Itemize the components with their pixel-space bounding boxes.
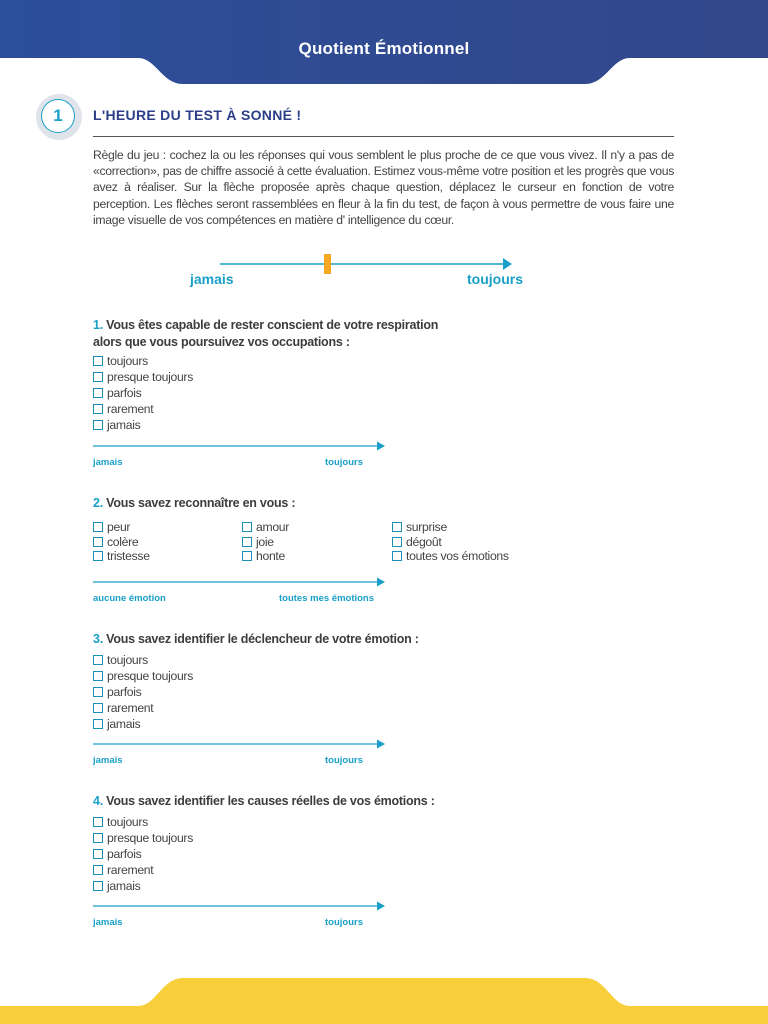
question-4-scale-arrow[interactable]	[93, 899, 388, 913]
option-label: amour	[256, 520, 290, 535]
question-1-scale-left-label: jamais	[93, 457, 123, 468]
option-checkbox[interactable]	[392, 549, 509, 564]
option-checkbox[interactable]	[242, 535, 289, 550]
checkbox[interactable]	[93, 372, 103, 382]
checkbox[interactable]	[242, 522, 252, 532]
question-4-title	[93, 793, 435, 810]
question-2-scale-arrow[interactable]	[93, 575, 388, 589]
section-divider	[93, 136, 674, 137]
question-text: Vous êtes capable de rester conscient de votre respiration	[106, 318, 439, 332]
question-3-scale-left-label: jamais	[93, 755, 123, 766]
option-label: rarement	[107, 402, 154, 416]
question-3-title	[93, 631, 419, 648]
header-title: Quotient Émotionnel	[298, 39, 470, 58]
option-checkbox[interactable]	[392, 520, 509, 535]
question-2-scale-left-label: aucune émotion	[93, 593, 166, 604]
option-checkbox[interactable]	[93, 846, 193, 862]
option-checkbox[interactable]	[93, 417, 193, 433]
option-checkbox[interactable]	[93, 549, 150, 564]
option-label: parfois	[107, 386, 142, 400]
option-label: colère	[107, 534, 139, 549]
question-number: 4.	[93, 794, 103, 808]
footer-banner	[0, 970, 768, 1024]
question-1-scale-right-label: toujours	[325, 457, 363, 468]
option-label: peur	[107, 520, 131, 535]
question-number: 2.	[93, 496, 103, 510]
question-4-scale-right-label: toujours	[325, 917, 363, 928]
question-1-scale-arrow[interactable]	[93, 439, 388, 453]
checkbox[interactable]	[93, 522, 103, 532]
option-checkbox[interactable]	[242, 520, 289, 535]
option-checkbox[interactable]	[93, 353, 193, 369]
question-3-options	[93, 652, 193, 732]
checkbox[interactable]	[93, 687, 103, 697]
option-checkbox[interactable]	[93, 830, 193, 846]
option-checkbox[interactable]	[93, 385, 193, 401]
option-label: toujours	[107, 653, 148, 667]
section-title: L'HEURE DU TEST À SONNÉ !	[93, 107, 302, 123]
option-label: presque toujours	[107, 370, 193, 384]
checkbox[interactable]	[392, 522, 402, 532]
option-label: joie	[256, 534, 274, 549]
intro-paragraph: Règle du jeu : cochez la ou les réponses qui vous semblent le plus proche de ce que vous vivez. Il n'y a pas de «correction», pas de chiffre associé à cette évaluation. Estimez vous-même votre position et les progrès que vous avez à réaliser. Sur la flèche proposée après chaque question, déplacez le curseur en fonction de votre perception. Les flèches seront rassemblées en fleur à la fin du test, de façon à vous permettre de vous faire une image visuelle de vos compétences en matière d' intelligence du cœur.	[93, 148, 674, 227]
example-scale-left-label: jamais	[190, 271, 234, 287]
option-label: toutes vos émotions	[406, 549, 509, 564]
option-checkbox[interactable]	[93, 716, 193, 732]
question-1-options	[93, 353, 193, 433]
checkbox[interactable]	[93, 420, 103, 430]
question-2-scale-right-label: toutes mes émotions	[279, 593, 375, 604]
checkbox[interactable]	[392, 537, 402, 547]
option-label: rarement	[107, 701, 154, 715]
question-number: 1.	[93, 318, 103, 332]
checkbox[interactable]	[93, 404, 103, 414]
checkbox[interactable]	[93, 537, 103, 547]
option-label: parfois	[107, 685, 142, 699]
question-number: 3.	[93, 632, 103, 646]
question-3-scale-right-label: toujours	[325, 755, 363, 766]
option-label: dégoût	[406, 534, 442, 549]
option-label: jamais	[107, 879, 141, 893]
option-checkbox[interactable]	[93, 862, 193, 878]
question-text: Vous savez reconnaître en vous :	[106, 496, 296, 510]
option-checkbox[interactable]	[392, 535, 509, 550]
question-3-scale-arrow[interactable]	[93, 737, 388, 751]
section-number-badge: 1	[41, 99, 75, 133]
checkbox[interactable]	[93, 881, 103, 891]
question-4-scale-left-label: jamais	[93, 917, 123, 928]
checkbox[interactable]	[93, 703, 103, 713]
checkbox[interactable]	[242, 551, 252, 561]
option-label: toujours	[107, 815, 148, 829]
option-label: jamais	[107, 717, 141, 731]
question-2-title	[93, 495, 295, 512]
option-checkbox[interactable]	[93, 520, 150, 535]
option-label: toujours	[107, 354, 148, 368]
question-1-title	[93, 317, 438, 351]
checkbox[interactable]	[93, 356, 103, 366]
option-checkbox[interactable]	[93, 700, 193, 716]
question-text: alors que vous poursuivez vos occupations :	[93, 335, 350, 349]
question-text: Vous savez identifier le déclencheur de votre émotion :	[106, 632, 419, 646]
option-label: tristesse	[107, 549, 150, 564]
option-checkbox[interactable]	[93, 401, 193, 417]
checkbox[interactable]	[93, 719, 103, 729]
option-checkbox[interactable]	[93, 814, 193, 830]
question-2-column-1	[93, 520, 150, 564]
option-label: honte	[256, 549, 285, 564]
option-label: jamais	[107, 418, 141, 432]
example-scale-cursor[interactable]	[324, 254, 331, 274]
option-label: presque toujours	[107, 669, 193, 683]
checkbox[interactable]	[93, 849, 103, 859]
option-label: presque toujours	[107, 831, 193, 845]
checkbox[interactable]	[93, 817, 103, 827]
option-label: parfois	[107, 847, 142, 861]
option-checkbox[interactable]	[93, 652, 193, 668]
option-checkbox[interactable]	[93, 369, 193, 385]
question-text: Vous savez identifier les causes réelles de vos émotions :	[106, 794, 435, 808]
checkbox[interactable]	[93, 551, 103, 561]
question-4-options	[93, 814, 193, 894]
question-2-column-2	[242, 520, 289, 564]
checkbox[interactable]	[93, 833, 103, 843]
option-checkbox[interactable]	[93, 535, 150, 550]
checkbox[interactable]	[392, 551, 402, 561]
checkbox[interactable]	[242, 537, 252, 547]
checkbox[interactable]	[93, 655, 103, 665]
checkbox[interactable]	[93, 865, 103, 875]
option-checkbox[interactable]	[93, 668, 193, 684]
option-checkbox[interactable]	[93, 878, 193, 894]
question-2-column-3	[392, 520, 509, 564]
example-scale-right-label: toujours	[467, 271, 523, 287]
option-checkbox[interactable]	[93, 684, 193, 700]
option-label: rarement	[107, 863, 154, 877]
option-label: surprise	[406, 520, 447, 535]
checkbox[interactable]	[93, 671, 103, 681]
option-checkbox[interactable]	[242, 549, 289, 564]
checkbox[interactable]	[93, 388, 103, 398]
